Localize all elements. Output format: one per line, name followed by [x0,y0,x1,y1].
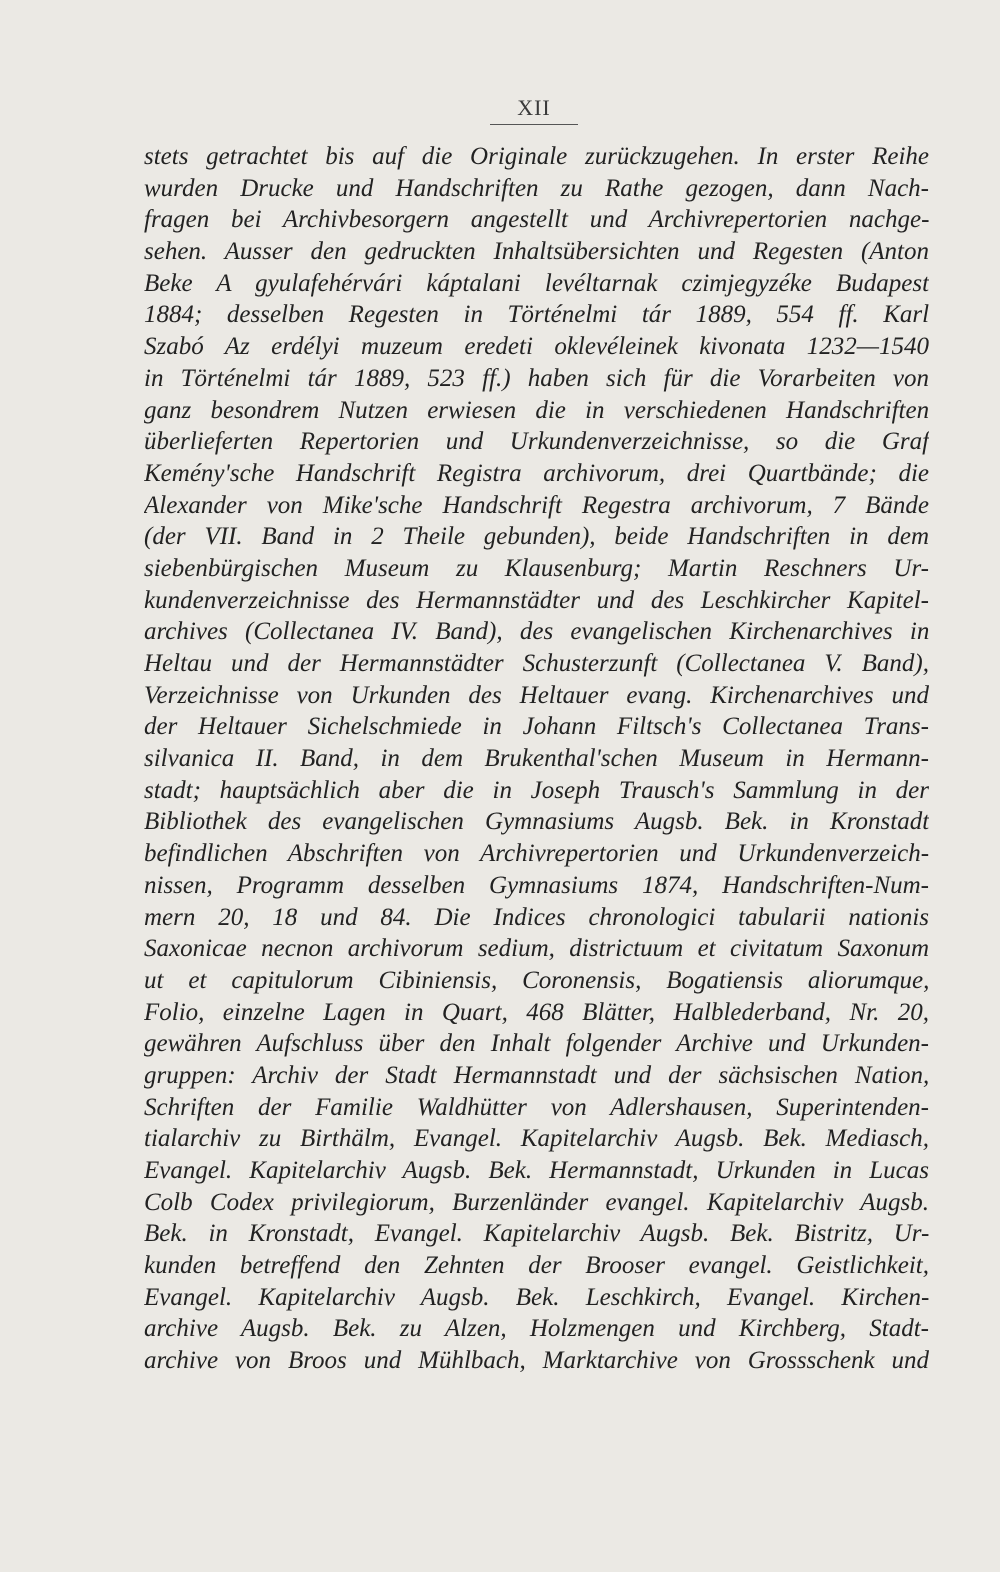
text-line: überlieferten Repertorien und Urkundenverzeichnisse, so die Graf [144,428,929,456]
text-line: archive von Broos und Mühlbach, Marktarchive von Grossschenk und [144,1347,929,1375]
text-line: Colb Codex privilegiorum, Burzenländer evangel. Kapitelarchiv Augsb. [144,1188,929,1216]
text-line: nissen, Programm desselben Gymnasiums 1874, Handschriften-Num- [144,871,929,899]
text-line: in Történelmi tár 1889, 523 ff.) haben sich für die Vorarbeiten von [144,364,929,392]
text-line: Kemény'sche Handschrift Registra archivorum, drei Quartbände; die [144,459,929,487]
text-line: fragen bei Archivbesorgern angestellt und Archivrepertorien nachge- [144,206,929,234]
text-line: archive Augsb. Bek. zu Alzen, Holzmengen und Kirchberg, Stadt- [144,1315,929,1343]
text-line: wurden Drucke und Handschriften zu Rathe gezogen, dann Nach- [144,174,929,202]
text-line: ut et capitulorum Cibiniensis, Coronensis, Bogatiensis aliorumque, [144,966,929,994]
text-line: Schriften der Familie Waldhütter von Adlershausen, Superintenden- [144,1093,929,1121]
text-line: kundenverzeichnisse des Hermannstädter und des Leschkircher Kapitel- [144,586,929,614]
text-line: ganz besondrem Nutzen erwiesen die in verschiedenen Handschriften [144,396,929,424]
text-line: sehen. Ausser den gedruckten Inhaltsübersichten und Regesten (Anton [144,238,929,266]
text-line: Heltau und der Hermannstädter Schusterzunft (Collectanea V. Band), [144,650,929,677]
text-line: stadt; hauptsächlich aber die in Joseph Trausch's Sammlung in der [144,776,929,804]
text-line: gewähren Aufschluss über den Inhalt folgender Archive und Urkunden- [144,1030,929,1058]
text-line: der Heltauer Sichelschmiede in Johann Filtsch's Collectanea Trans- [144,713,929,741]
text-line: mern 20, 18 und 84. Die Indices chronologici tabularii nationis [144,903,929,931]
text-line: Evangel. Kapitelarchiv Augsb. Bek. Leschkirch, Evangel. Kirchen- [144,1283,929,1311]
text-line: Bibliothek des evangelischen Gymnasiums Augsb. Bek. in Kronstadt [144,808,929,836]
page-number: XII [517,95,551,120]
text-line: stets getrachtet bis auf die Originale zurückzugehen. In erster Reihe [144,143,929,170]
text-line: Szabó Az erdélyi muzeum eredeti oklevéleinek kivonata 1232—1540 [144,333,929,361]
text-line: archives (Collectanea IV. Band), des evangelischen Kirchenarchives in [144,618,929,646]
text-line: Evangel. Kapitelarchiv Augsb. Bek. Hermannstadt, Urkunden in Lucas [144,1157,929,1184]
text-line: tialarchiv zu Birthälm, Evangel. Kapitelarchiv Augsb. Bek. Mediasch, [144,1125,929,1153]
text-line: gruppen: Archiv der Stadt Hermannstadt und der sächsischen Nation, [144,1061,929,1089]
text-line: Alexander von Mike'sche Handschrift Regestra archivorum, 7 Bände [144,491,929,519]
text-line: Saxonicae necnon archivorum sedium, districtuum et civitatum Saxonum [144,935,929,963]
text-line: Folio, einzelne Lagen in Quart, 468 Blätter, Halblederband, Nr. 20, [144,998,929,1026]
text-line: Bek. in Kronstadt, Evangel. Kapitelarchiv Augsb. Bek. Bistritz, Ur- [144,1220,929,1248]
text-line: Verzeichnisse von Urkunden des Heltauer evang. Kirchenarchives und [144,681,929,709]
text-line: Beke A gyulafehérvári káptalani levéltarnak czimjegyzéke Budapest [144,269,929,297]
header-rule [490,124,578,125]
body-text [144,141,929,1377]
text-line: kunden betreffend den Zehnten der Brooser evangel. Geistlichkeit, [144,1252,929,1280]
text-line: silvanica II. Band, in dem Brukenthal'schen Museum in Hermann- [144,745,929,773]
page-header [490,92,578,124]
text-line: (der VII. Band in 2 Theile gebunden), beide Handschriften in dem [144,523,929,551]
text-line: 1884; desselben Regesten in Történelmi tár 1889, 554 ff. Karl [144,301,929,329]
text-line: befindlichen Abschriften von Archivrepertorien und Urkundenverzeich- [144,840,929,868]
text-line: siebenbürgischen Museum zu Klausenburg; Martin Reschners Ur- [144,554,929,582]
